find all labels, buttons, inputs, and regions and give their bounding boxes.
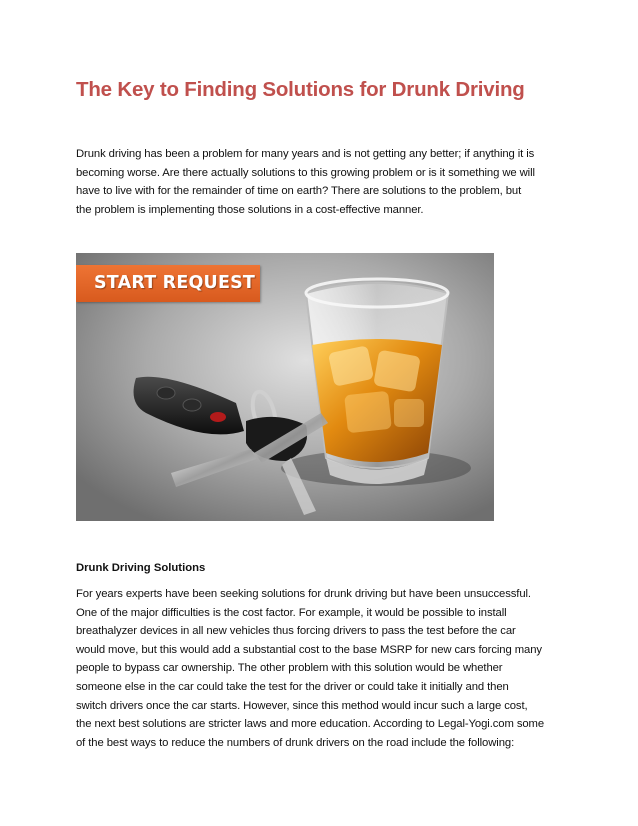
section-line: breathalyzer devices in all new vehicles thus forcing drivers to pass the test before the car	[76, 625, 516, 638]
section-line: the next best solutions are stricter laws and more education. According to Legal-Yogi.com some	[76, 718, 545, 731]
intro-line: Drunk driving has been a problem for many years and is not getting any better; if anything it is	[76, 148, 535, 160]
intro-line: the problem is implementing those solutions in a cost-effective manner.	[76, 203, 424, 216]
section-line: people to bypass car ownership. The other problem with this solution would be whether	[76, 662, 503, 675]
section-line: For years experts have been seeking solutions for drunk driving but have been unsuccessful.	[76, 588, 531, 600]
document-title: The Key to Finding Solutions for Drunk Driving	[76, 78, 525, 101]
section-line: One of the major difficulties is the cost factor. For example, it would be possible to install	[76, 606, 507, 619]
section-line: of the best ways to reduce the numbers of drunk drivers on the road include the following:	[76, 736, 515, 749]
section-paragraph	[76, 585, 544, 752]
intro-line: have to live with for the remainder of time on earth? There are solutions to the problem, but	[76, 185, 522, 198]
intro-line: becoming worse. Are there actually solutions to this growing problem or is it something we will	[76, 166, 535, 179]
section-heading: Drunk Driving Solutions	[76, 562, 206, 574]
section-line: would move, but this would add a substantial cost to the base MSRP for new cars forcing many	[76, 643, 542, 656]
intro-paragraph	[76, 145, 535, 219]
section-line: switch drivers once the car starts. However, since this method would incur such a large cost,	[76, 699, 528, 712]
section-line: someone else in the car could take the test for the driver or could take it initially and then	[76, 680, 509, 693]
start-request-banner	[76, 265, 260, 302]
start-request-label: START REQUEST	[94, 273, 256, 293]
drunk-driving-photo	[76, 253, 494, 521]
